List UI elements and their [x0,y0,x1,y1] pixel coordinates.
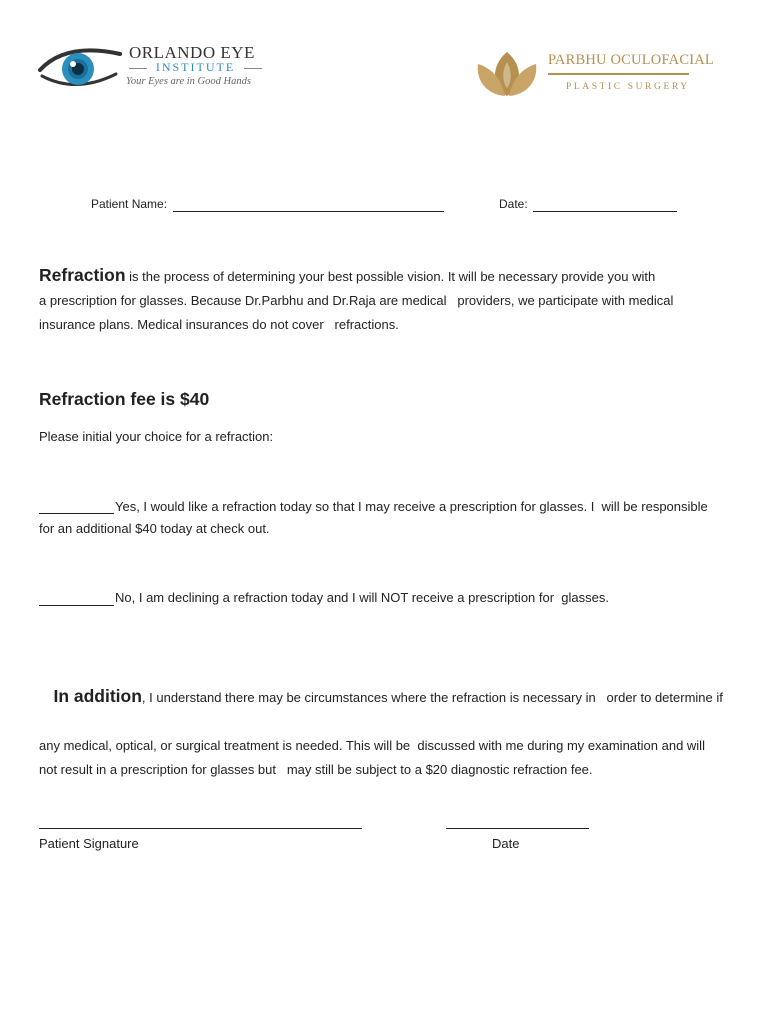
addition-lead: In addition [53,686,142,706]
yes-initial-field[interactable] [39,513,114,514]
logo-right-rule [548,73,689,75]
no-option-line-1: No, I am declining a refraction today and I will NOT receive a prescription for glasses. [115,590,609,605]
date-field[interactable] [533,211,677,212]
logo-right-subtitle: PLASTIC SURGERY [566,82,690,92]
no-initial-field[interactable] [39,605,114,606]
signature-date-label: Date [492,836,520,851]
eye-icon [36,40,124,92]
date-label: Date: [499,197,528,211]
addition-line-1: , I understand there may be circumstances where the refraction is necessary in order to determine if [141,690,723,705]
addition-line-3: not result in a prescription for glasses but may still be subject to a $20 diagnostic refraction fee. [39,762,593,777]
parbhu-oculofacial-logo [472,48,714,98]
fee-heading: Refraction fee is $40 [39,389,210,409]
intro-lead: Refraction [39,265,126,285]
addition-line-2: any medical, optical, or surgical treatment is needed. This will be discussed with me during my examination and will [39,738,705,753]
addition-paragraph [39,660,723,782]
patient-signature-field[interactable] [39,828,362,829]
fee-instruction: Please initial your choice for a refraction: [39,429,274,444]
patient-signature-label: Patient Signature [39,836,139,851]
patient-name-field[interactable] [173,211,444,212]
orlando-eye-institute-logo [36,40,266,96]
logo-left-subtitle-text: INSTITUTE [155,60,236,74]
signature-date-field[interactable] [446,828,589,829]
logo-left-title: ORLANDO EYE [129,43,255,62]
yes-option-line-1: Yes, I would like a refraction today so that I may receive a prescription for glasses. I will be responsible [115,499,708,514]
lotus-icon [472,48,542,98]
yes-option-line-2: for an additional $40 today at check out. [39,521,270,536]
intro-paragraph [39,263,673,337]
intro-line-2: a prescription for glasses. Because Dr.Parbhu and Dr.Raja are medical providers, we participate with medical [39,293,674,308]
intro-line-3: insurance plans. Medical insurances do not cover refractions. [39,317,399,332]
intro-line-1: is the process of determining your best possible vision. It will be necessary provide you with [125,269,656,284]
patient-name-label: Patient Name: [91,197,168,211]
logo-right-title: PARBHU OCULOFACIAL [548,52,714,68]
logo-left-tagline: Your Eyes are in Good Hands [126,76,251,87]
logo-left-subtitle [129,60,262,75]
